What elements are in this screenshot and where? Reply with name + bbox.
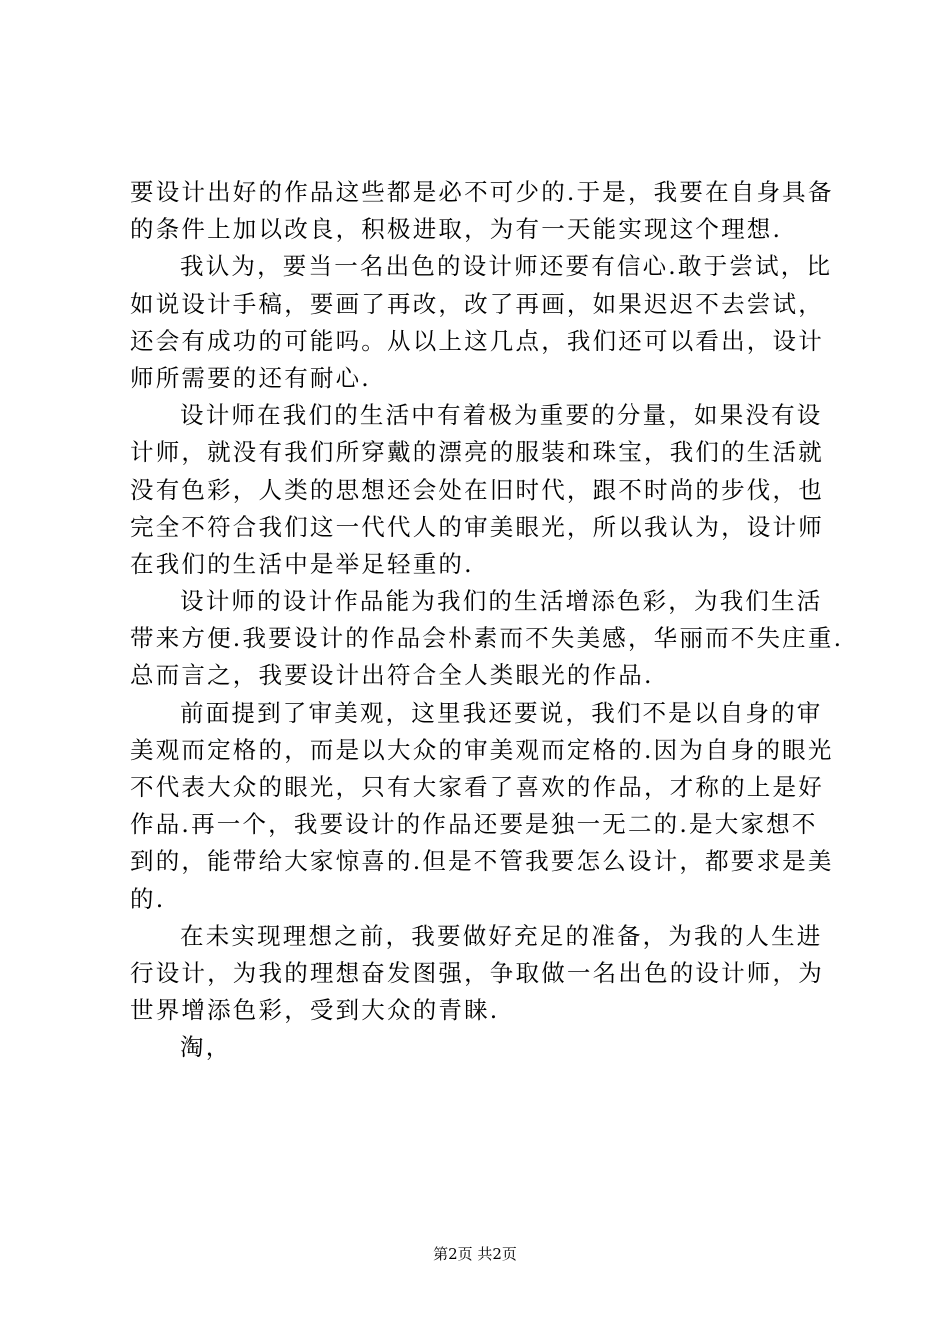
page-number-footer: 第2页 共2页 (433, 1245, 517, 1263)
paragraph-first-line: 在未实现理想之前，我要做好充足的准备，为我的人生进 (180, 921, 823, 950)
paragraph-first-line: 淘， (180, 1033, 232, 1062)
text-line: 世界增添色彩，受到大众的青睐. (130, 996, 500, 1025)
text-line: 师所需要的还有耐心. (130, 363, 371, 392)
text-line: 到的，能带给大家惊喜的.但是不管我要怎么设计，都要求是美 (130, 847, 834, 876)
text-line: 不代表大众的眼光，只有大家看了喜欢的作品，才称的上是好 (130, 773, 824, 801)
text-line: 在我们的生活中是举足轻重的. (130, 549, 474, 578)
text-line: 要设计出好的作品这些都是必不可少的.于是，我要在自身具备 (130, 178, 834, 206)
text-line: 如说设计手稿，要画了再改，改了再画，如果迟迟不去尝试， (130, 289, 824, 318)
paragraph-first-line: 设计师的设计作品能为我们的生活增添色彩，为我们生活 (180, 587, 823, 616)
text-line: 作品.再一个，我要设计的作品还要是独一无二的.是大家想不 (130, 810, 818, 839)
text-line: 的条件上加以改良，积极进取，为有一天能实现这个理想. (130, 215, 783, 244)
text-line: 总而言之，我要设计出符合全人类眼光的作品. (130, 661, 654, 690)
text-line: 完全不符合我们这一代代人的审美眼光，所以我认为，设计师 (130, 512, 824, 541)
text-line: 行设计，为我的理想奋发图强，争取做一名出色的设计师，为 (130, 958, 824, 987)
text-line: 的. (130, 884, 166, 913)
paragraph-first-line: 设计师在我们的生活中有着极为重要的分量，如果没有设 (180, 401, 823, 430)
text-line: 还会有成功的可能吗。从以上这几点，我们还可以看出，设计 (130, 326, 824, 355)
text-line: 美观而定格的，而是以大众的审美观而定格的.因为自身的眼光 (130, 735, 834, 764)
text-line: 没有色彩，人类的思想还会处在旧时代，跟不时尚的步伐，也 (130, 475, 824, 504)
paragraph-first-line: 前面提到了审美观，这里我还要说，我们不是以自身的审 (180, 698, 823, 727)
document-body (130, 174, 842, 1067)
paragraph-first-line: 我认为，要当一名出色的设计师还要有信心.敢于尝试，比 (180, 252, 833, 281)
text-line: 带来方便.我要设计的作品会朴素而不失美感，华丽而不失庄重. (130, 624, 844, 653)
text-line: 计师，就没有我们所穿戴的漂亮的服装和珠宝，我们的生活就 (130, 438, 824, 467)
